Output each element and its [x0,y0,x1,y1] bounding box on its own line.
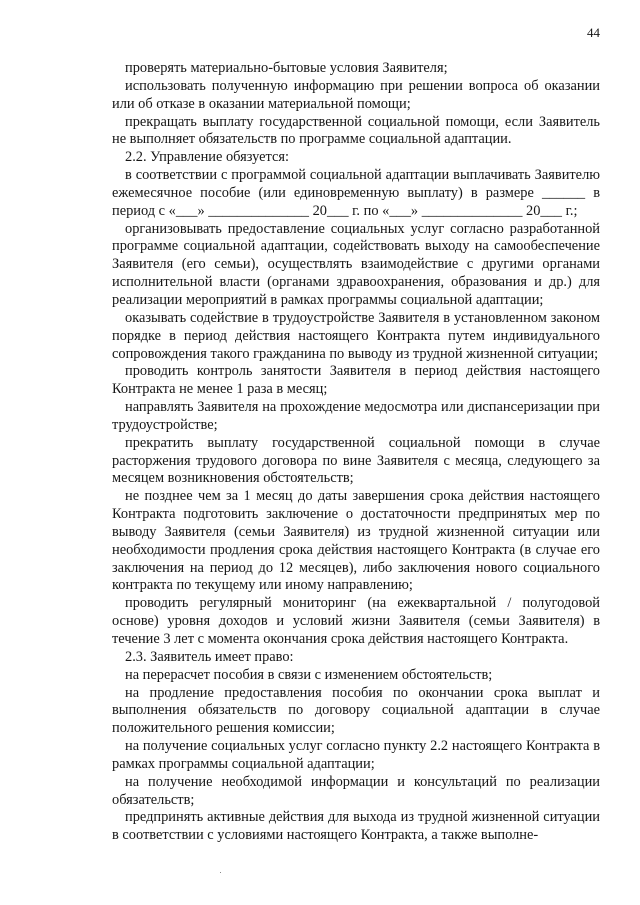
paragraph: предпринять активные действия для выхода из трудной жизненной ситуации в соответствии с условиями настоящего Контракта, а также выполне- [112,809,600,844]
paragraph: направлять Заявителя на прохождение медосмотра или диспансеризации при трудоустройстве; [112,399,600,433]
paragraph: организовывать предоставление социальных услуг согласно разработанной программе социальной адаптации, содействовать выходу на самообеспечение Заявителя (его семьи), осуществлять взаимодействие с другими органами исполнительной власти (органами здравоохранения, образования и др.) для реализации мероприятий в рамках программы социальной адаптации; [112,220,600,308]
paragraph: в соответствии с программой социальной адаптации выплачивать Заявителю ежемесячное пособие (или единовременную выплату) в размере ______ в период с «___» ______________ 20___ г. по «___» ______________ 20___ г.; [112,167,600,219]
paragraph: проводить контроль занятости Заявителя в период действия настоящего Контракта не менее 1 раза в месяц; [112,363,600,398]
paragraph: на перерасчет пособия в связи с изменением обстоятельств; [125,666,493,683]
paragraph: на получение социальных услуг согласно пункту 2.2 настоящего Контракта в рамках программы социальной адаптации; [112,738,600,772]
paragraph: прекратить выплату государственной социальной помощи в случае расторжения трудового договора по вине Заявителя с месяца, следующего за месяцем возникновения обстоятельств; [112,434,600,487]
page-number: 44 [587,25,600,40]
paragraph: не позднее чем за 1 месяц до даты завершения срока действия настоящего Контракта подготовить заключение о достаточности предпринятых мер по выводу Заявителя (семьи Заявителя) из трудной жизненной ситуации или необходимости продления срока действия настоящего Контракта (в случае его заключения на период до 12 месяцев), либо заключения нового социального контракта по текущему или иному направлению; [112,488,600,594]
scan-speck [220,872,221,873]
section-heading: 2.3. Заявитель имеет право: [125,648,294,665]
paragraph: проверять материально-бытовые условия Заявителя; [125,60,448,76]
paragraph: проводить регулярный мониторинг (на ежеквартальной / полугодовой основе) уровня доходов и условий жизни Заявителя (семьи Заявителя) в течение 3 лет с момента окончания срока действия настоящего Контракта. [112,595,600,647]
paragraph: использовать полученную информацию при решении вопроса об оказании или об отказе в оказании материальной помощи; [112,77,600,112]
document-body [112,60,600,845]
paragraph: на получение необходимой информации и консультаций по реализации обязательств; [112,773,600,808]
paragraph: на продление предоставления пособия по окончании срока выплат и выполнения обязательств по договору социальной адаптации в случае положительного решения комиссии; [112,684,600,737]
paragraph: прекращать выплату государственной социальной помощи, если Заявитель не выполняет обязательств по программе социальной адаптации. [112,113,600,148]
section-heading: 2.2. Управление обязуется: [125,149,289,166]
paragraph: оказывать содействие в трудоустройстве Заявителя в установленном законом порядке в период действия настоящего Контракта путем индивидуального сопровождения такого гражданина по выводу из трудной жизненной ситуации; [112,309,600,362]
